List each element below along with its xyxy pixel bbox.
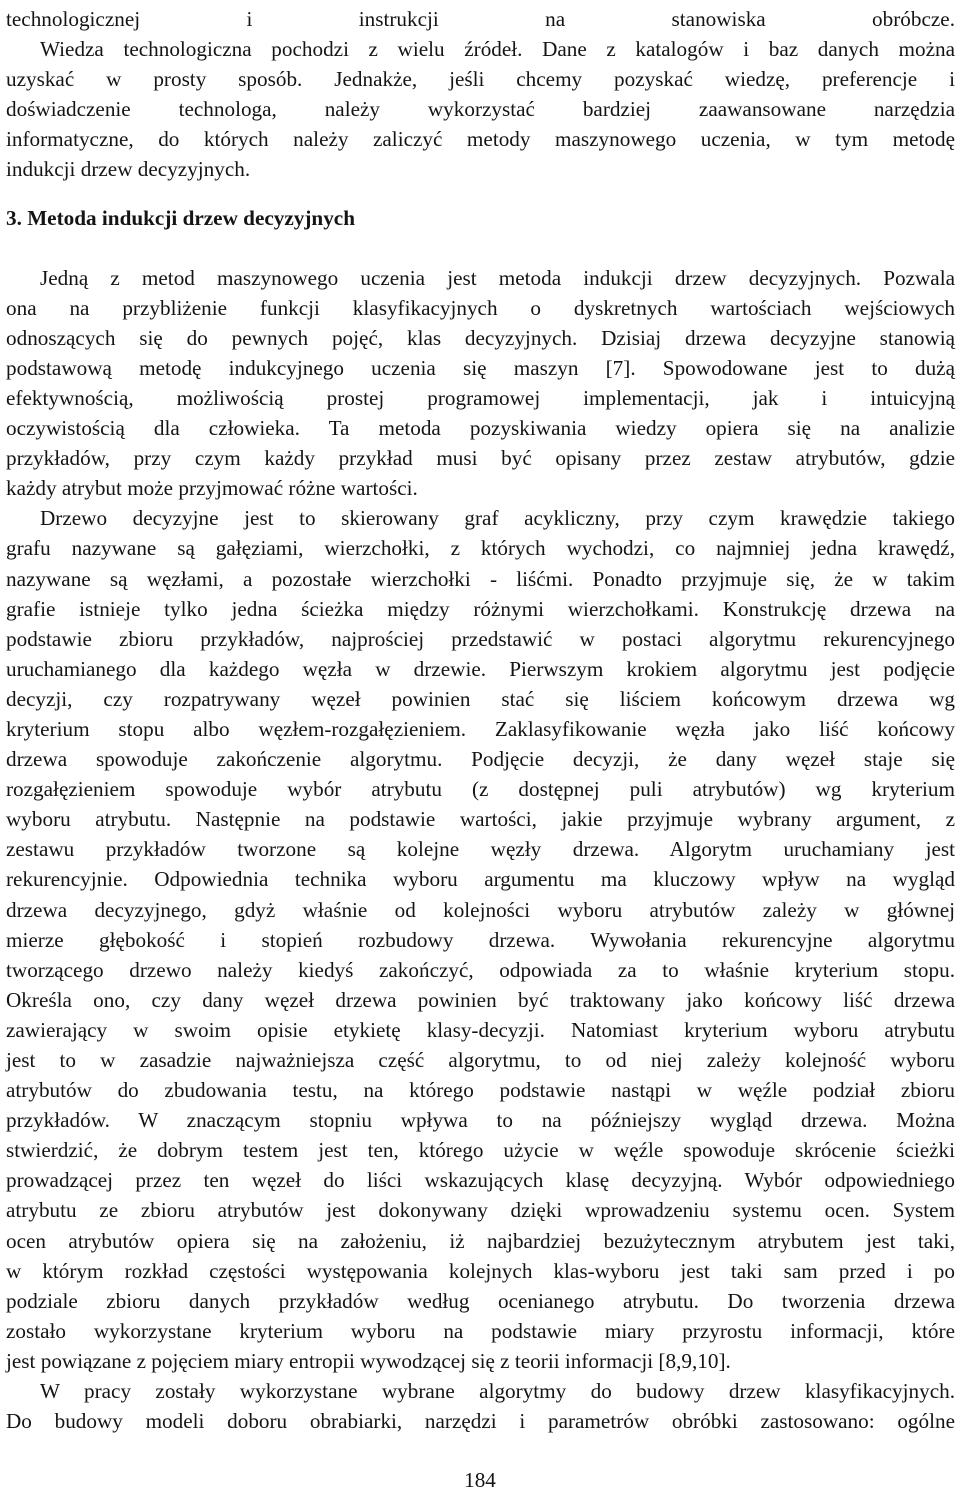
text-line: rozgałęzieniem spowoduje wybór atrybutu (z dostępnej puli atrybutów) wg kryterium [6, 777, 955, 802]
text-line: decyzji, czy rozpatrywany węzeł powinien stać się liściem końcowym drzewa wg [6, 686, 955, 711]
text-line: podstawie zbioru przykładów, najprościej przedstawić w postaci algorytmu rekurencyjnego [6, 626, 955, 651]
text-line: stwierdzić, że dobrym testem jest ten, którego użycie w węźle spowoduje skrócenie ścieżki [6, 1138, 955, 1163]
text-line: kryterium stopu albo węzłem-rozgałęzieniem. Zaklasyfikowanie węzła jako liść końcowy [6, 716, 955, 741]
text-line: ocen atrybutów opiera się na założeniu, iż najbardziej bezużytecznym atrybutem jest taki, [6, 1228, 955, 1253]
spacer [6, 185, 955, 203]
text-line: jest to w zasadzie najważniejsza część algorytmu, to od niej zależy kolejność wyboru [6, 1048, 955, 1072]
page-number: 184 [464, 1468, 496, 1492]
paragraph-2 [6, 503, 955, 1376]
text-line: prowadzącej przez ten węzeł do liści wskazujących klasę decyzyjną. Wybór odpowiedniego [6, 1168, 955, 1193]
text-line: nazywane są węzłami, a pozostałe wierzchołki - liśćmi. Ponadto przyjmuje się, że w takim [6, 566, 955, 591]
spacer [6, 233, 955, 263]
paragraph-1 [6, 263, 955, 504]
text-line: zostało wykorzystane kryterium wyboru na podstawie miary przyrostu informacji, które [6, 1318, 955, 1343]
text-line: atrybutów do zbudowania testu, na którego podstawie nastąpi w węźle podział zbioru [6, 1078, 955, 1103]
text-line: oczywistością dla człowieka. Ta metoda pozyskiwania wiedzy opiera się na analizie [6, 416, 955, 441]
text-line: mierze głębokość i stopień rozbudowy drzewa. Wywołania rekurencyjne algorytmu [6, 927, 955, 952]
text-line: zawierający w swoim opisie etykietę klasy-decyzji. Natomiast kryterium wyboru atrybutu [6, 1017, 955, 1042]
text-line: rekurencyjnie. Odpowiednia technika wyboru argumentu ma kluczowy wpływ na wygląd [6, 867, 955, 892]
text-line: podziale zbioru danych przykładów według ocenianego atrybutu. Do tworzenia drzewa [6, 1288, 955, 1313]
text-line: indukcji drzew decyzyjnych. [6, 157, 251, 182]
text-line: podstawową metodę indukcyjnego uczenia się maszyn [7]. Spowodowane jest to dużą [6, 355, 955, 380]
text-line: efektywnością, możliwością prostej programowej implementacji, jak i intuicyjną [6, 385, 955, 410]
text-line: uruchamianego dla każdego węzła w drzewie. Pierwszym krokiem algorytmu jest podjęcie [6, 656, 955, 681]
text-line: odnoszących się do pewnych pojęć, klas decyzyjnych. Dzisiaj drzewa decyzyjne stanowią [6, 325, 955, 350]
text-line: Drzewo decyzyjne jest to skierowany graf acykliczny, przy czym krawędzie takiego [40, 506, 955, 531]
text-line: informatyczne, do których należy zaliczyć metody maszynowego uczenia, w tym metodę [6, 127, 955, 152]
text-line: przykładów, przy czym każdy przykład musi być opisany przez zestaw atrybutów, gdzie [6, 446, 955, 471]
text-line: grafu nazywane są gałęziami, wierzchołki, z których wychodzi, co najmniej jedna krawędź, [6, 536, 955, 561]
text-line: Jedną z metod maszynowego uczenia jest metoda indukcji drzew decyzyjnych. Pozwala [40, 265, 955, 290]
text-line: tworzącego drzewo należy kiedyś zakończyć, odpowiada za to właśnie kryterium stopu. [6, 957, 955, 982]
paragraph-3 [6, 1376, 955, 1436]
text-line: wyboru atrybutu. Następnie na podstawie wartości, jakie przyjmuje wybrany argument, z [6, 807, 955, 832]
text-line: Do budowy modeli doboru obrabiarki, narzędzi i parametrów obróbki zastosowano: ogólne [6, 1409, 955, 1434]
text-line: każdy atrybut może przyjmować różne wartości. [6, 476, 418, 501]
text-line: uzyskać w prosty sposób. Jednakże, jeśli chcemy pozyskać wiedzę, preferencje i [6, 67, 955, 92]
text-line: Wiedza technologiczna pochodzi z wielu źródeł. Dane z katalogów i baz danych można [40, 37, 955, 62]
text-line: jest powiązane z pojęciem miary entropii wywodzącej się z teorii informacji [8,9,10]. [6, 1348, 731, 1373]
intro-block [6, 4, 955, 185]
text-line: atrybutu ze zbioru atrybutów jest dokonywany dzięki wprowadzeniu systemu ocen. System [6, 1198, 955, 1223]
text-line: w którym rozkład częstości występowania kolejnych klas-wyboru jest taki sam przed i po [6, 1258, 955, 1283]
text-line: grafie istnieje tylko jedna ścieżka między różnymi wierzchołkami. Konstrukcję drzewa na [6, 596, 955, 621]
text-line: W pracy zostały wykorzystane wybrane algorytmy do budowy drzew klasyfikacyjnych. [40, 1379, 955, 1404]
text-line: technologicznej i instrukcji na stanowiska obróbcze. [6, 7, 955, 31]
section-heading: 3. Metoda indukcji drzew decyzyjnych [6, 205, 355, 230]
text-line: doświadczenie technologa, należy wykorzystać bardziej zaawansowane narzędzia [6, 97, 955, 122]
text-line: Określa ono, czy dany węzeł drzewa powinien być traktowany jako końcowy liść drzewa [6, 987, 955, 1012]
text-line: przykładów. W znaczącym stopniu wpływa to na późniejszy wygląd drzewa. Można [6, 1108, 955, 1133]
text-line: zestawu przykładów tworzone są kolejne węzły drzewa. Algorytm uruchamiany jest [6, 837, 955, 862]
text-line: drzewa decyzyjnego, gdyż właśnie od kolejności wyboru atrybutów zależy w głównej [6, 897, 955, 922]
text-line: drzewa spowoduje zakończenie algorytmu. Podjęcie decyzji, że dany węzeł staje się [6, 747, 955, 772]
text-line: ona na przybliżenie funkcji klasyfikacyjnych o dyskretnych wartościach wejściowych [6, 295, 955, 320]
